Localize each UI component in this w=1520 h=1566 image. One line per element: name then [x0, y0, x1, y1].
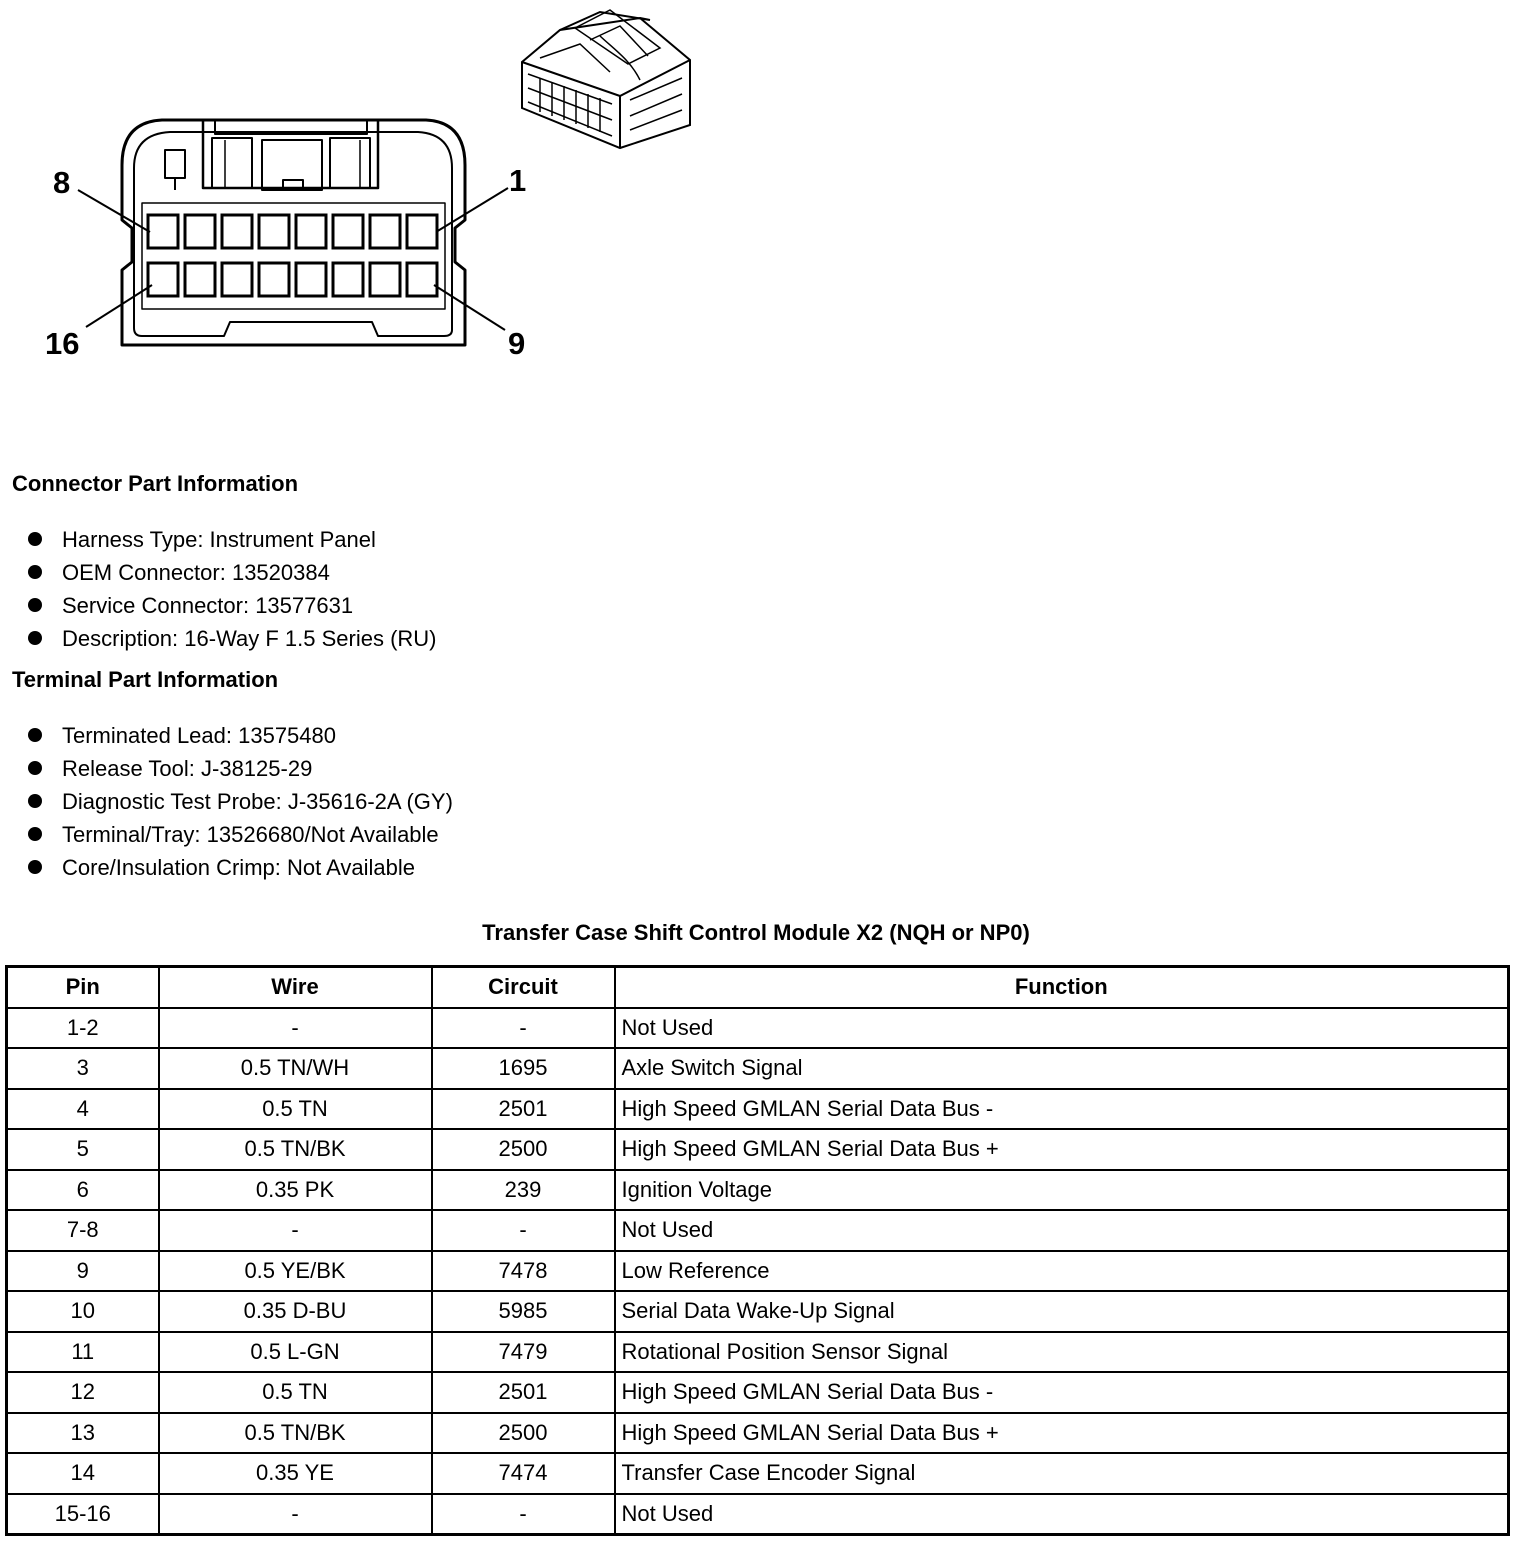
table-row	[7, 1332, 1509, 1373]
cell-function: Rotational Position Sensor Signal	[615, 1332, 1509, 1373]
cavity-16	[148, 263, 178, 296]
cell-circuit: 7479	[432, 1332, 615, 1373]
table-row	[7, 1453, 1509, 1494]
cell-function: Transfer Case Encoder Signal	[615, 1453, 1509, 1494]
table-row	[7, 1494, 1509, 1535]
cell-wire: 0.5 YE/BK	[159, 1251, 432, 1292]
cavity-5	[259, 215, 289, 248]
table-row	[7, 1089, 1509, 1130]
cell-wire: 0.5 TN/WH	[159, 1048, 432, 1089]
latch-housing	[203, 120, 378, 188]
cavity-10	[370, 263, 400, 296]
cell-wire: 0.35 PK	[159, 1170, 432, 1211]
cavity-15	[185, 263, 215, 296]
cell-wire: -	[159, 1008, 432, 1049]
cell-circuit: -	[432, 1008, 615, 1049]
table-row	[7, 1170, 1509, 1211]
cell-wire: 0.35 D-BU	[159, 1291, 432, 1332]
connector-info-title: Connector Part Information	[12, 471, 299, 496]
header-wire: Wire	[159, 967, 432, 1008]
bullet-icon	[28, 598, 42, 612]
pin-label-1: 1	[509, 163, 527, 198]
table-row	[7, 1413, 1509, 1454]
bullet-icon	[28, 565, 42, 579]
table-row	[7, 1048, 1509, 1089]
cell-pin: 11	[7, 1332, 159, 1373]
bullet-icon	[28, 827, 42, 841]
cell-function: High Speed GMLAN Serial Data Bus +	[615, 1129, 1509, 1170]
table-title: Transfer Case Shift Control Module X2 (NQH or NP0)	[482, 920, 1030, 945]
cavity-1	[407, 215, 437, 248]
cell-pin: 1-2	[7, 1008, 159, 1049]
cavity-3	[333, 215, 363, 248]
bullet-icon	[28, 631, 42, 645]
cavity-11	[333, 263, 363, 296]
connector-3d-illustration	[522, 10, 690, 148]
pin-label-9: 9	[508, 326, 526, 361]
cavity-12	[296, 263, 326, 296]
cell-circuit: 2500	[432, 1413, 615, 1454]
table-row	[7, 1129, 1509, 1170]
connector-inner-shell	[134, 132, 452, 336]
cell-circuit: 239	[432, 1170, 615, 1211]
pinout-table	[5, 965, 1510, 1536]
list-item: Harness Type: Instrument Panel	[28, 523, 437, 556]
cell-pin: 14	[7, 1453, 159, 1494]
cell-function: Low Reference	[615, 1251, 1509, 1292]
cell-circuit: 2501	[432, 1089, 615, 1130]
connector-face-drawing	[0, 0, 760, 420]
cell-circuit: 5985	[432, 1291, 615, 1332]
key-tab	[165, 150, 185, 178]
table-row	[7, 1008, 1509, 1049]
list-item: Service Connector: 13577631	[28, 589, 437, 622]
cavity-8	[148, 215, 178, 248]
table-row	[7, 1210, 1509, 1251]
cell-wire: 0.5 TN/BK	[159, 1129, 432, 1170]
cell-wire: 0.5 TN	[159, 1089, 432, 1130]
bullet-icon	[28, 728, 42, 742]
cell-function: High Speed GMLAN Serial Data Bus -	[615, 1372, 1509, 1413]
cell-wire: 0.5 L-GN	[159, 1332, 432, 1373]
cell-circuit: 7474	[432, 1453, 615, 1494]
cell-pin: 15-16	[7, 1494, 159, 1535]
list-item: Release Tool: J-38125-29	[28, 752, 453, 785]
cell-circuit: 7478	[432, 1251, 615, 1292]
cell-pin: 10	[7, 1291, 159, 1332]
header-circuit: Circuit	[432, 967, 615, 1008]
table-row	[7, 1372, 1509, 1413]
header-pin: Pin	[7, 967, 159, 1008]
table-header-row	[7, 967, 1509, 1008]
cell-function: High Speed GMLAN Serial Data Bus -	[615, 1089, 1509, 1130]
cell-wire: 0.35 YE	[159, 1453, 432, 1494]
bullet-icon	[28, 532, 42, 546]
list-item: Core/Insulation Crimp: Not Available	[28, 851, 453, 884]
cell-pin: 7-8	[7, 1210, 159, 1251]
bullet-icon	[28, 860, 42, 874]
cell-pin: 12	[7, 1372, 159, 1413]
cell-function: High Speed GMLAN Serial Data Bus +	[615, 1413, 1509, 1454]
cavity-13	[259, 263, 289, 296]
cavity-14	[222, 263, 252, 296]
cell-pin: 3	[7, 1048, 159, 1089]
header-function: Function	[615, 967, 1509, 1008]
cell-wire: 0.5 TN/BK	[159, 1413, 432, 1454]
bullet-icon	[28, 794, 42, 808]
cell-pin: 9	[7, 1251, 159, 1292]
cell-pin: 6	[7, 1170, 159, 1211]
cell-function: Not Used	[615, 1008, 1509, 1049]
bullet-icon	[28, 761, 42, 775]
cell-circuit: -	[432, 1210, 615, 1251]
table-row	[7, 1251, 1509, 1292]
list-item: Terminal/Tray: 13526680/Not Available	[28, 818, 453, 851]
terminal-info-list	[28, 719, 453, 884]
cell-wire: -	[159, 1210, 432, 1251]
list-item: Diagnostic Test Probe: J-35616-2A (GY)	[28, 785, 453, 818]
cell-function: Serial Data Wake-Up Signal	[615, 1291, 1509, 1332]
list-item: Terminated Lead: 13575480	[28, 719, 453, 752]
list-item: Description: 16-Way F 1.5 Series (RU)	[28, 622, 437, 655]
cell-circuit: 2500	[432, 1129, 615, 1170]
cell-wire: -	[159, 1494, 432, 1535]
terminal-info-title: Terminal Part Information	[12, 667, 279, 692]
cell-pin: 13	[7, 1413, 159, 1454]
cell-function: Not Used	[615, 1210, 1509, 1251]
cell-pin: 4	[7, 1089, 159, 1130]
cavity-6	[222, 215, 252, 248]
cell-function: Not Used	[615, 1494, 1509, 1535]
list-item: OEM Connector: 13520384	[28, 556, 437, 589]
cell-circuit: -	[432, 1494, 615, 1535]
cavity-grid	[148, 215, 437, 296]
cell-function: Ignition Voltage	[615, 1170, 1509, 1211]
cell-pin: 5	[7, 1129, 159, 1170]
cavity-2	[370, 215, 400, 248]
cavity-4	[296, 215, 326, 248]
cell-wire: 0.5 TN	[159, 1372, 432, 1413]
cell-function: Axle Switch Signal	[615, 1048, 1509, 1089]
pin-label-16: 16	[45, 326, 80, 361]
connector-diagram	[0, 0, 760, 420]
cavity-7	[185, 215, 215, 248]
pin-label-8: 8	[53, 165, 71, 200]
table-row	[7, 1291, 1509, 1332]
connector-info-list	[28, 523, 437, 655]
cell-circuit: 1695	[432, 1048, 615, 1089]
cell-circuit: 2501	[432, 1372, 615, 1413]
cavity-9	[407, 263, 437, 296]
